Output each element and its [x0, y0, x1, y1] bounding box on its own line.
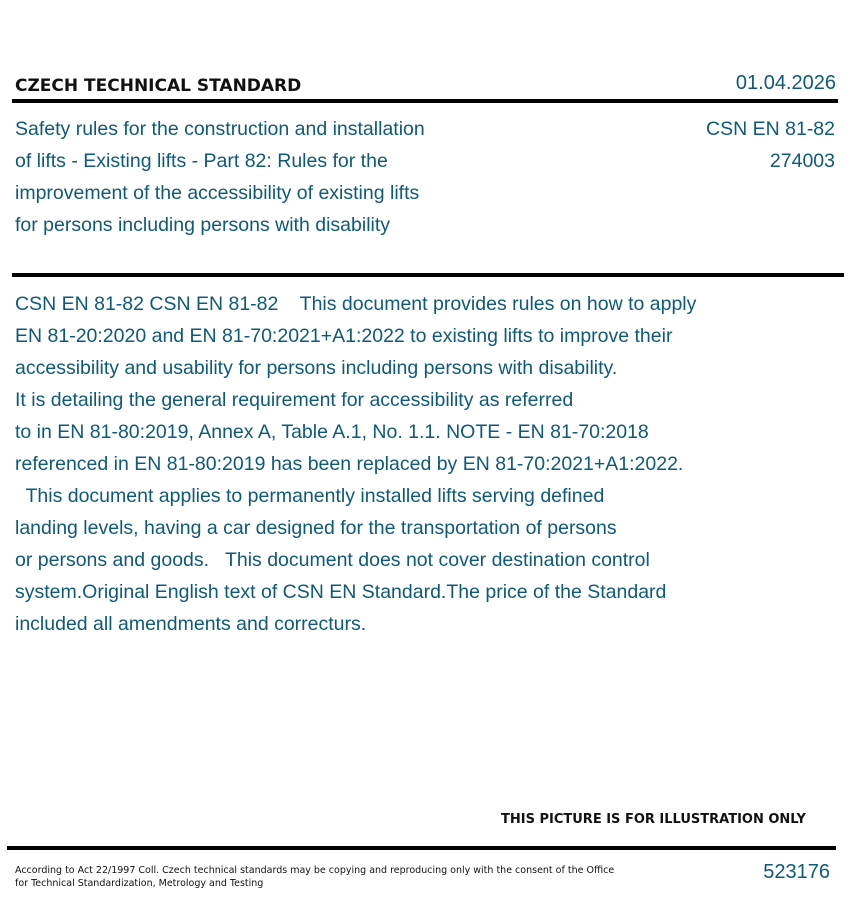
class-number: 274003 — [769, 150, 835, 172]
document-type-heading: CZECH TECHNICAL STANDARD — [15, 76, 302, 96]
description-line: or persons and goods. This document does not cover destination control — [15, 549, 650, 571]
description-line: system.Original English text of CSN EN Standard.The price of the Standard — [15, 581, 667, 603]
standard-code: CSN EN 81-82 — [706, 118, 835, 140]
header-divider — [12, 99, 838, 103]
description-line: This document applies to permanently installed lifts serving defined — [15, 485, 605, 507]
description-line: included all amendments and correcturs. — [15, 613, 367, 635]
standard-title-line: Safety rules for the construction and installation — [15, 118, 425, 140]
illustration-notice: THIS PICTURE IS FOR ILLUSTRATION ONLY — [501, 812, 806, 827]
footer-divider — [7, 846, 836, 850]
legal-notice-line: According to Act 22/1997 Coll. Czech technical standards may be copying and reproducing only with the consent of the Office — [15, 865, 615, 876]
description-line: EN 81-20:2020 and EN 81-70:2021+A1:2022 to existing lifts to improve their — [15, 325, 673, 347]
legal-notice-line: for Technical Standardization, Metrology and Testing — [15, 878, 264, 889]
publication-date: 01.04.2026 — [735, 72, 836, 94]
legal-notice — [15, 864, 614, 890]
standard-identifiers — [706, 113, 835, 177]
standard-title-line: of lifts - Existing lifts - Part 82: Rules for the — [15, 150, 388, 172]
catalog-number: 523176 — [763, 861, 830, 883]
description-line: It is detailing the general requirement for accessibility as referred — [15, 389, 574, 411]
title-divider — [12, 273, 844, 277]
standard-description — [15, 288, 845, 640]
standard-title-line: for persons including persons with disability — [15, 214, 391, 236]
description-line: accessibility and usability for persons including persons with disability. — [15, 357, 618, 379]
standard-title — [15, 113, 495, 241]
standard-title-line: improvement of the accessibility of existing lifts — [15, 182, 420, 204]
description-line: landing levels, having a car designed for the transportation of persons — [15, 517, 617, 539]
description-line: to in EN 81-80:2019, Annex A, Table A.1, No. 1.1. NOTE - EN 81-70:2018 — [15, 421, 649, 443]
description-line: referenced in EN 81-80:2019 has been replaced by EN 81-70:2021+A1:2022. — [15, 453, 684, 475]
description-line: CSN EN 81-82 CSN EN 81-82 This document provides rules on how to apply — [15, 293, 697, 315]
